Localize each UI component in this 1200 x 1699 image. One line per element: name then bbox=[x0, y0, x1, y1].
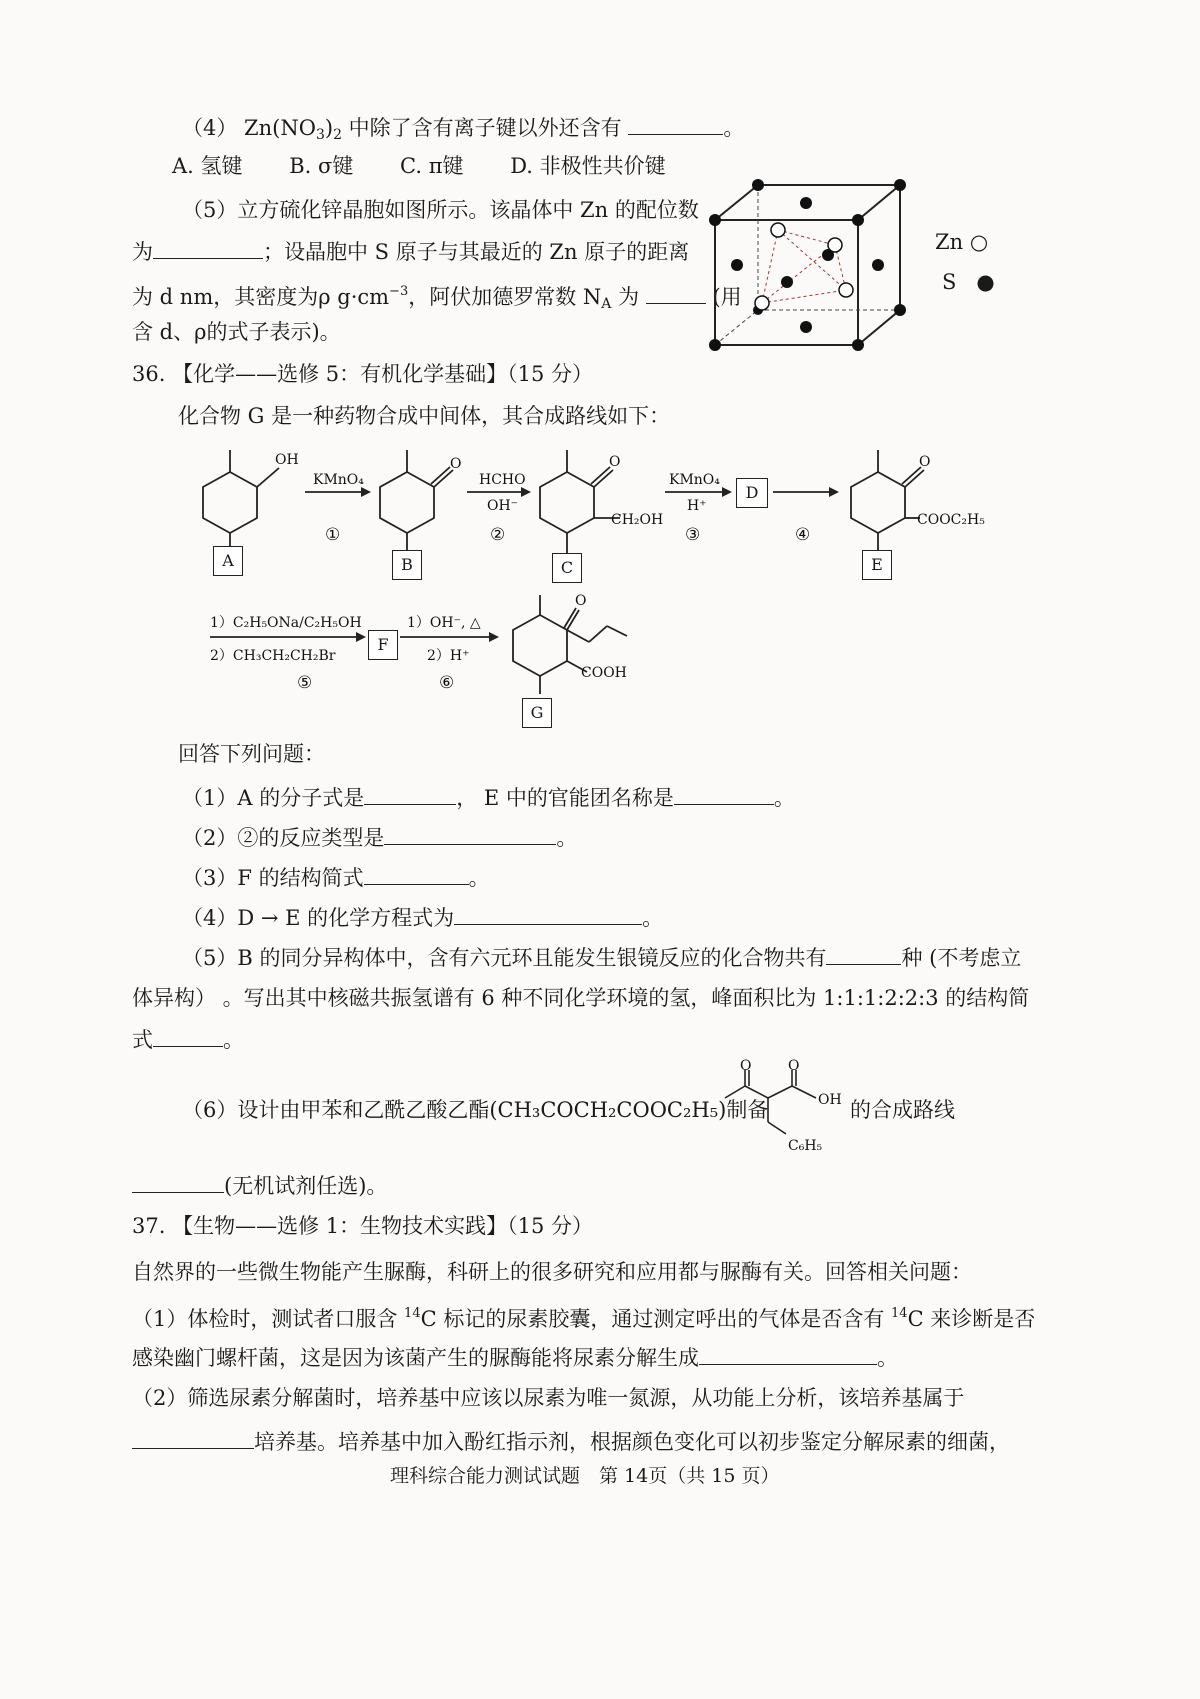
option-d: D. 非极性共价键 bbox=[510, 154, 666, 178]
group-o-e: O bbox=[919, 454, 931, 470]
q36-header: 36. 【化学——选修 5：有机化学基础】（15 分） bbox=[132, 362, 594, 386]
compound-d-box: D bbox=[736, 478, 768, 508]
reagent-2a: HCHO bbox=[479, 472, 526, 488]
q36-q1: （1）A 的分子式是 ， E 中的官能团名称是 。 bbox=[182, 782, 795, 812]
group-c6h5: C₆H₅ bbox=[788, 1138, 823, 1154]
reagent-1: KMnO₄ bbox=[313, 472, 364, 488]
option-c: C. π键 bbox=[400, 154, 464, 178]
answer-blank[interactable] bbox=[826, 942, 901, 965]
q35-part5-line2: 为 ；设晶胞中 S 原子与其最近的 Zn 原子的距离 bbox=[132, 236, 689, 266]
q36-answer-intro: 回答下列问题： bbox=[178, 742, 325, 766]
reagent-2b: OH⁻ bbox=[487, 498, 519, 514]
answer-blank[interactable] bbox=[454, 902, 642, 925]
q36-q5-line1: （5）B 的同分异构体中，含有六元环且能发生银镜反应的化合物共有 种 (不考虑立 bbox=[182, 942, 1021, 972]
compound-f-box: F bbox=[368, 630, 398, 660]
compound-b-box: B bbox=[392, 550, 422, 580]
open-circle-icon: ○ bbox=[969, 230, 989, 254]
answer-blank[interactable] bbox=[674, 782, 774, 805]
answer-blank[interactable] bbox=[646, 281, 706, 304]
answer-blank[interactable] bbox=[132, 1426, 254, 1449]
q36-q6-tail: 的合成路线 bbox=[850, 1098, 955, 1122]
q36-q4: （4）D → E 的化学方程式为 。 bbox=[182, 902, 663, 932]
answer-blank[interactable] bbox=[628, 112, 723, 135]
group-o-g: O bbox=[575, 593, 587, 609]
q35-part5-line4: 含 d、ρ的式子表示)。 bbox=[132, 320, 341, 344]
q35-part5-line3: 为 d nm，其密度为ρ $g\cdot cm^{-3}$，阿伏加德罗常数 $N_A$ 为 (用 bbox=[132, 278, 742, 318]
reagent-3b: H⁺ bbox=[687, 498, 707, 514]
group-oh-acid: OH bbox=[818, 1092, 842, 1108]
step-1: ① bbox=[325, 525, 341, 545]
q37-p1-line1: （1）体检时，测试者口服含 $^{14}$C 标记的尿素胶囊，通过测定呼出的气体是否含有 $^{14}$C 来诊断是否 bbox=[132, 1306, 1036, 1331]
reagent-5b: 2）CH₃CH₂CH₂Br bbox=[210, 648, 336, 664]
q36-intro: 化合物 G 是一种药物合成中间体，其合成路线如下： bbox=[178, 404, 671, 428]
compound-c-box: C bbox=[552, 553, 582, 583]
reagent-3a: KMnO₄ bbox=[669, 472, 720, 488]
group-o-c: O bbox=[609, 454, 621, 470]
reagent-5a: 1）C₂H₅ONa/C₂H₅OH bbox=[210, 615, 362, 631]
q36-q6: （6）设计由甲苯和乙酰乙酸乙酯(CH₃COCH₂COOC₂H₅)制备 bbox=[182, 1098, 769, 1122]
step-3: ③ bbox=[685, 525, 701, 545]
target-molecule bbox=[720, 1058, 855, 1158]
group-cooh: COOH bbox=[581, 665, 627, 681]
step-6: ⑥ bbox=[439, 673, 455, 693]
q36-q2: （2）②的反应类型是 。 bbox=[182, 822, 577, 852]
q36-q5-line2: 体异构） 。写出其中核磁共振氢谱有 6 种不同化学环境的氢，峰面积比为 1:1:1:2:2:3 的结构简 bbox=[132, 986, 1030, 1010]
q37-p1-line2: 感染幽门螺杆菌，这是因为该菌产生的脲酶能将尿素分解生成 。 bbox=[132, 1342, 898, 1372]
answer-blank[interactable] bbox=[132, 1170, 224, 1193]
zns-unit-cell-diagram bbox=[700, 175, 930, 360]
page-footer: 理科综合能力测试试题 第 14页（共 15 页） bbox=[390, 1465, 780, 1487]
q36-q3: （3）F 的结构简式 。 bbox=[182, 862, 490, 892]
group-cooet: COOC₂H₅ bbox=[917, 512, 985, 528]
q35-options bbox=[172, 152, 666, 180]
q37-header: 37. 【生物——选修 1：生物技术实践】（15 分） bbox=[132, 1214, 594, 1238]
compound-a-box: A bbox=[213, 546, 243, 576]
legend-zn: Zn ○ bbox=[935, 230, 989, 254]
reagent-6b: 2）H⁺ bbox=[427, 648, 470, 664]
synthesis-route-diagram bbox=[195, 440, 1015, 740]
answer-blank[interactable] bbox=[153, 236, 263, 259]
q37-p2-line1: （2）筛选尿素分解菌时，培养基中应该以尿素为唯一氮源，从功能上分析，该培养基属于 bbox=[132, 1386, 965, 1410]
q35-part5-line1: （5）立方硫化锌晶胞如图所示。该晶体中 Zn 的配位数 bbox=[182, 198, 699, 222]
legend-s: S ● bbox=[942, 270, 995, 294]
group-o-acid: O bbox=[788, 1058, 800, 1074]
answer-blank[interactable] bbox=[699, 1342, 877, 1365]
q36-q5-line3: 式 。 bbox=[132, 1024, 244, 1054]
q37-intro: 自然界的一些微生物能产生脲酶，科研上的很多研究和应用都与脲酶有关。回答相关问题： bbox=[132, 1260, 972, 1284]
compound-g-box: G bbox=[522, 698, 552, 728]
answer-blank[interactable] bbox=[153, 1024, 223, 1047]
option-a: A. 氢键 bbox=[172, 154, 243, 178]
group-ch2oh: CH₂OH bbox=[611, 512, 664, 528]
filled-circle-icon: ● bbox=[976, 270, 995, 294]
step-2: ② bbox=[490, 525, 506, 545]
answer-blank[interactable] bbox=[384, 822, 556, 845]
step-4: ④ bbox=[795, 525, 811, 545]
step-5: ⑤ bbox=[297, 673, 313, 693]
group-oh: OH bbox=[275, 452, 299, 468]
q35-part4: （4） $Zn(NO_3)_2$ 中除了含有离子键以外还含有 。 bbox=[182, 112, 744, 149]
q36-q6-line2: (无机试剂任选)。 bbox=[132, 1170, 387, 1200]
answer-blank[interactable] bbox=[364, 862, 469, 885]
compound-e-box: E bbox=[862, 550, 892, 580]
group-o-b: O bbox=[450, 456, 462, 472]
q37-p2-line2: 培养基。培养基中加入酚红指示剂，根据颜色变化可以初步鉴定分解尿素的细菌， bbox=[132, 1426, 1010, 1456]
option-b: B. σ键 bbox=[289, 154, 354, 178]
answer-blank[interactable] bbox=[364, 782, 456, 805]
reagent-6a: 1）OH⁻, △ bbox=[407, 615, 481, 631]
group-o-ketone: O bbox=[740, 1058, 752, 1074]
